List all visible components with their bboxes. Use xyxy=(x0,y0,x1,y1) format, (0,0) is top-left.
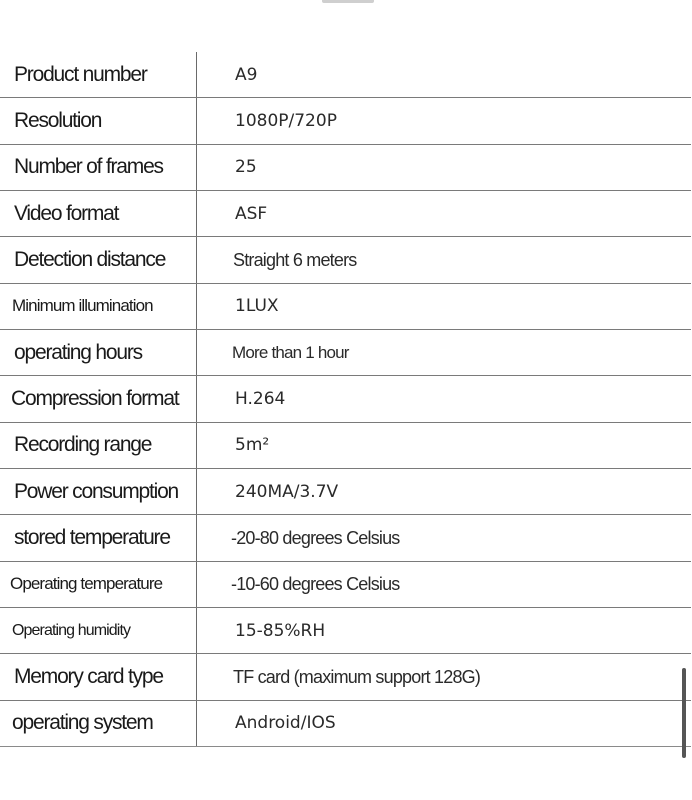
table-row xyxy=(0,52,691,98)
spec-name: Compression format xyxy=(0,376,197,421)
table-row xyxy=(0,98,691,144)
spec-value: A9 xyxy=(235,64,258,85)
spec-name: operating system xyxy=(0,701,197,746)
table-row xyxy=(0,701,691,747)
table-row xyxy=(0,284,691,330)
table-row xyxy=(0,423,691,469)
spec-name: Detection distance xyxy=(0,237,197,282)
scrollbar[interactable] xyxy=(682,668,686,758)
spec-name: Minimum illumination xyxy=(0,284,197,329)
spec-value: H.264 xyxy=(235,389,286,410)
table-row xyxy=(0,191,691,237)
spec-value: 5m² xyxy=(235,435,270,456)
spec-name: operating hours xyxy=(0,330,197,375)
spec-value: 1080P/720P xyxy=(235,111,337,132)
spec-name: Power consumption xyxy=(0,469,197,514)
spec-value: 15-85%RH xyxy=(235,620,326,641)
spec-value: 240MA/3.7V xyxy=(235,481,339,502)
spec-value: 1LUX xyxy=(235,296,279,317)
spec-value: TF card (maximum support 128G) xyxy=(233,666,481,687)
spec-value: 25 xyxy=(235,157,257,178)
table-row xyxy=(0,469,691,515)
spec-name: Resolution xyxy=(0,98,197,143)
table-row xyxy=(0,237,691,283)
spec-value: Android/IOS xyxy=(235,713,336,734)
table-row xyxy=(0,376,691,422)
spec-name: Recording range xyxy=(0,423,197,468)
table-row xyxy=(0,608,691,654)
top-decoration xyxy=(322,0,374,3)
spec-value: ASF xyxy=(235,203,268,224)
table-row xyxy=(0,145,691,191)
table-row xyxy=(0,654,691,700)
table-row xyxy=(0,330,691,376)
spec-value: More than 1 hour xyxy=(232,342,349,362)
spec-name: Memory card type xyxy=(0,654,197,699)
spec-value: -20-80 degrees Celsius xyxy=(231,527,400,548)
table-row xyxy=(0,515,691,561)
spec-name: Operating temperature xyxy=(0,562,197,607)
spec-name: Number of frames xyxy=(0,145,197,190)
table-row xyxy=(0,562,691,608)
spec-value: Straight 6 meters xyxy=(233,249,357,270)
spec-name: Video format xyxy=(0,191,197,236)
spec-name: Product number xyxy=(0,52,197,97)
spec-value: -10-60 degrees Celsius xyxy=(231,573,400,594)
spec-table xyxy=(0,52,691,747)
spec-name: Operating humidity xyxy=(0,608,197,653)
spec-name: stored temperature xyxy=(0,515,197,560)
